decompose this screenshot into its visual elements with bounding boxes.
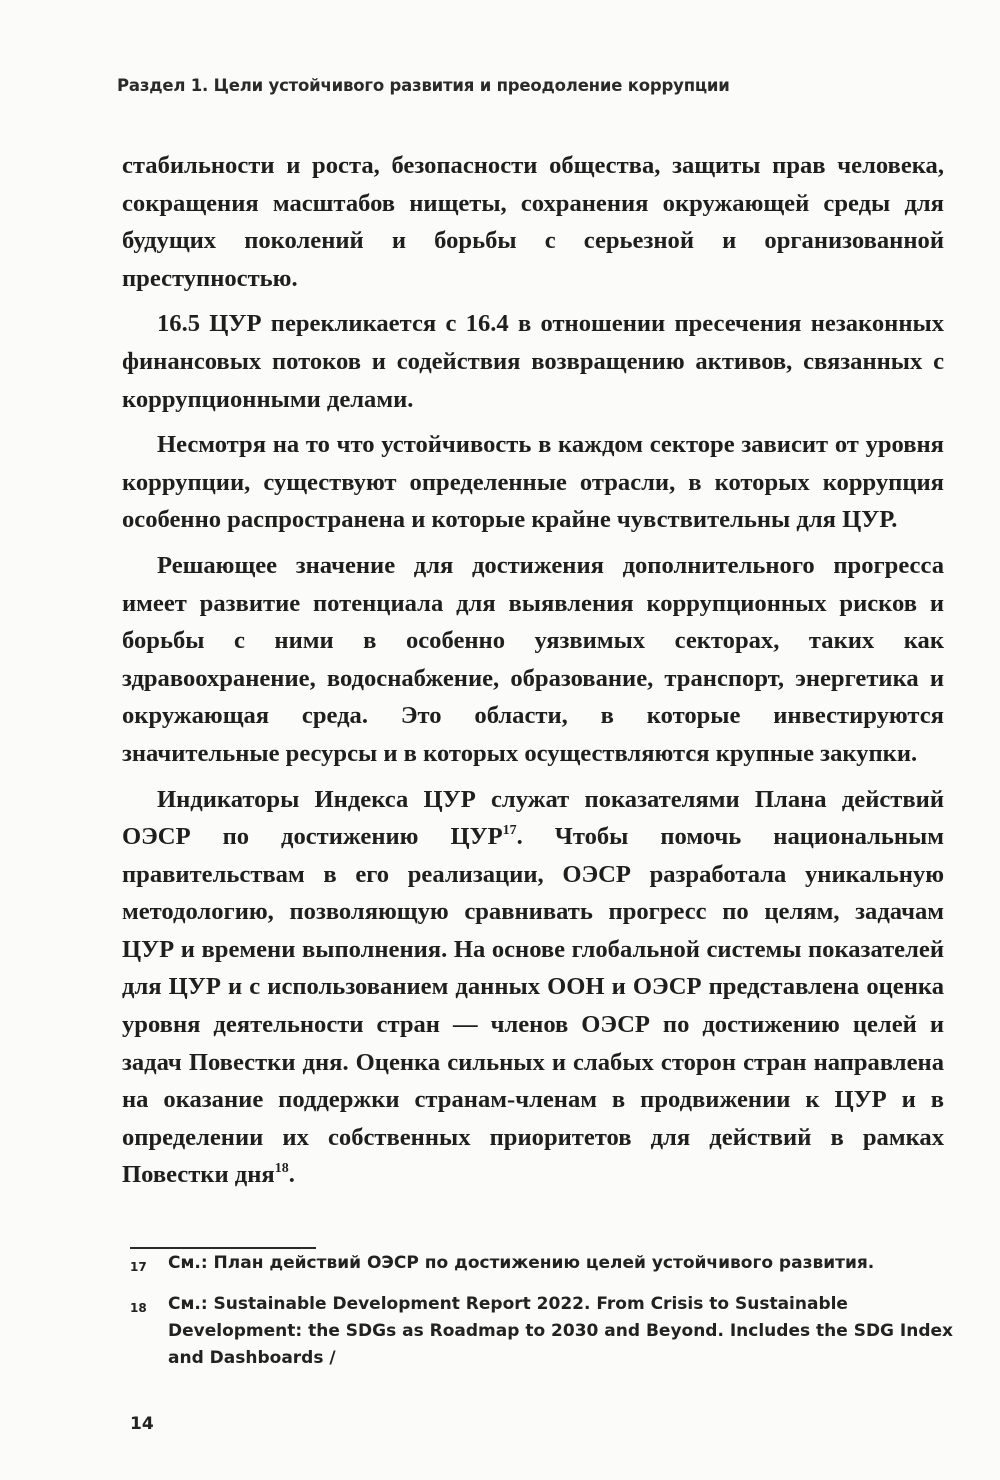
footnote-ref-18[interactable]: 18 [274,1161,289,1177]
page-number: 14 [130,1414,154,1434]
paragraph-4: Решающее значение для достижения дополнительного прогресса имеет развитие потенциала для выявления коррупционных рисков и борьбы с ними в особенно уязвимых секторах, таких как здравоохранение, водоснабжение, образование, транспорт, энергетика и окружающая среда. Это области, в которые инвестируются значительные ресурсы и в которых осуществляются крупные закупки. [122,551,944,767]
main-text [122,147,944,1202]
footnote-divider [130,1247,316,1249]
paragraph-2: 16.5 ЦУР перекликается с 16.4 в отношении пресечения незаконных финансовых потоков и содействия возвращению активов, связанных с коррупционными делами. [122,310,944,413]
paragraph-5-part-2: . Чтобы помочь национальным правительствам в его реализации, ОЭСР разработала уникальную методологию, позволяющую сравнивать прогресс по целям, задачам ЦУР и времени выполнения. На основе глобальной системы показателей для ЦУР и с использованием данных ООН и ОЭСР представлена оценка уровня деятельности стран — членов ОЭСР по достижению целей и задач Повестки дня. Оценка сильных и слабых сторон стран направлена на оказание поддержки странам-членам в продвижении к ЦУР и в определении их собственных приоритетов для действий в рамках Повестки дня [122,823,945,1189]
paragraph-3: Несмотря на то что устойчивость в каждом секторе зависит от уровня коррупции, существуют определенные отрасли, в которых коррупция особенно распространена и которые крайне чувствительны для ЦУР. [122,431,944,534]
footnote-number: 17 [130,1260,147,1274]
paragraph-5 [122,781,944,1195]
running-header: Раздел 1. Цели устойчивого развития и преодоление коррупции [117,76,730,95]
paragraph-1: стабильности и роста, безопасности общества, защиты прав человека, сокращения масштабов нищеты, сохранения окружающей среды для будущих поколений и борьбы с серьезной и организованной преступностью. [122,152,944,292]
paragraph-5-part-1: Индикаторы Индекса ЦУР служат показателями Плана действий ОЭСР по достижению ЦУР [122,785,944,851]
footnote-number: 18 [130,1301,147,1315]
footnote-text: См.: Sustainable Development Report 2022. From Crisis to Sustainable Development: the SDGs as Roadmap to 2030 and Beyond. Includes the SDG Index and Dashboards / [168,1294,954,1368]
footnote-text: См.: План действий ОЭСР по достижению целей устойчивого развития. [168,1253,875,1273]
footnote-ref-17[interactable]: 17 [502,823,517,839]
footnote-18 [130,1291,970,1372]
footnote-17 [130,1250,970,1277]
paragraph-5-end: . [288,1161,295,1189]
footnotes [130,1250,970,1386]
